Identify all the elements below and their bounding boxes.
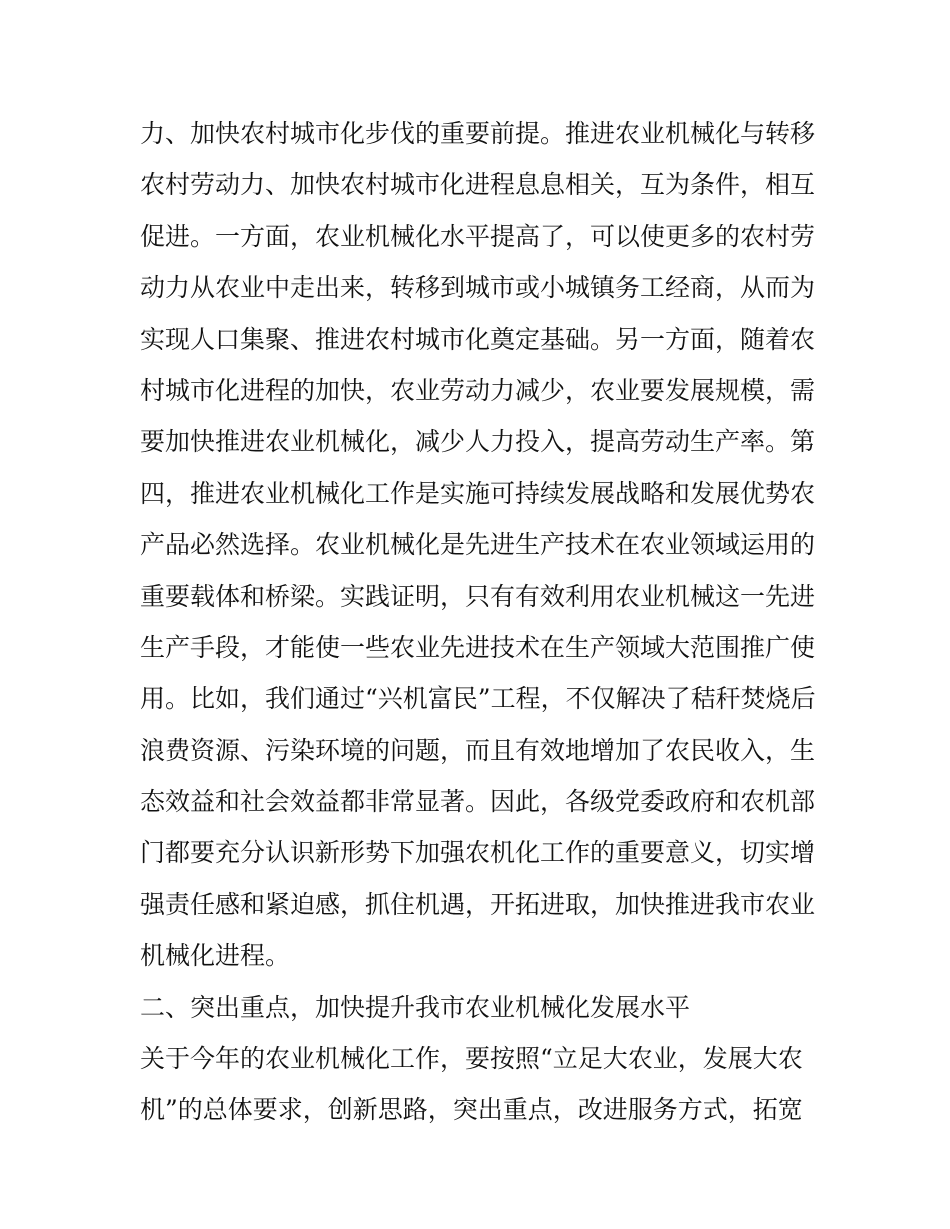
text-line: 关于今年的农业机械化工作，要按照“立足大农业，发展大农 xyxy=(140,1044,803,1074)
document-page xyxy=(140,108,820,1136)
text-line: 促进。一方面，农业机械化水平提高了，可以使更多的农村劳 xyxy=(140,221,816,251)
text-line: 生产手段，才能使一些农业先进技术在生产领域大范围推广使 xyxy=(140,632,816,662)
text-line: 村城市化进程的加快，农业劳动力减少，农业要发展规模，需 xyxy=(140,375,816,405)
text-line: 四，推进农业机械化工作是实施可持续发展战略和发展优势农 xyxy=(140,478,816,508)
text-line: 农村劳动力、加快农村城市化进程息息相关，互为条件，相互 xyxy=(140,170,816,200)
text-line: 实现人口集聚、推进农村城市化奠定基础。另一方面，随着农 xyxy=(140,324,816,354)
text-line: 机械化进程。 xyxy=(140,941,291,971)
section-heading: 二、突出重点，加快提升我市农业机械化发展水平 xyxy=(140,992,691,1022)
text-line: 门都要充分认识新形势下加强农机化工作的重要意义，切实增 xyxy=(140,838,816,868)
text-line: 机”的总体要求，创新思路，突出重点，改进服务方式，拓宽 xyxy=(140,1095,803,1125)
text-line: 态效益和社会效益都非常显著。因此，各级党委政府和农机部 xyxy=(140,787,816,817)
text-line: 强责任感和紧迫感，抓住机遇，开拓进取，加快推进我市农业 xyxy=(140,889,816,919)
text-line: 动力从农业中走出来，转移到城市或小城镇务工经商，从而为 xyxy=(140,273,816,303)
text-line: 产品必然选择。农业机械化是先进生产技术在农业领域运用的 xyxy=(140,530,816,560)
text-line: 用。比如，我们通过“兴机富民”工程，不仅解决了秸秆焚烧后 xyxy=(140,684,816,714)
text-line: 要加快推进农业机械化，减少人力投入，提高劳动生产率。第 xyxy=(140,427,816,457)
text-line: 浪费资源、污染环境的问题，而且有效地增加了农民收入，生 xyxy=(140,735,816,765)
text-line: 重要载体和桥梁。实践证明，只有有效利用农业机械这一先进 xyxy=(140,581,816,611)
text-line: 力、加快农村城市化步伐的重要前提。推进农业机械化与转移 xyxy=(140,119,816,148)
